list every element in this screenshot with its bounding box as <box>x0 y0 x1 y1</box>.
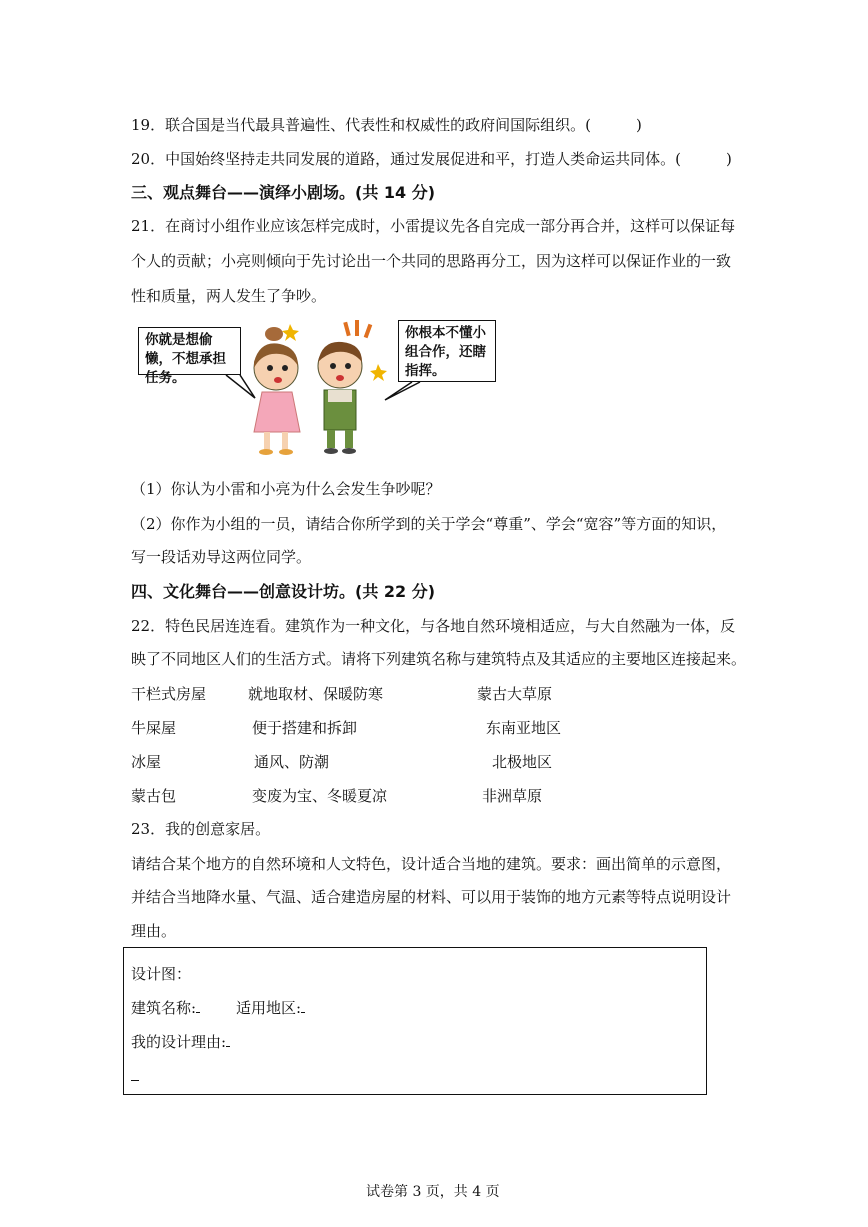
question-23-title: 23．我的创意家居。 <box>131 820 271 838</box>
answer-blank[interactable] <box>226 1034 230 1047</box>
applicable-region-label <box>236 997 305 1018</box>
question-19: 19．联合国是当代最具普遍性、代表性和权威性的政府间国际组织。( ) <box>131 116 642 134</box>
boy-figure <box>318 320 372 454</box>
question-21-sub-2-line-1: （2）你作为小组的一员，请结合你所学到的关于学会“尊重”、学会“宽容”等方面的知识， <box>131 515 727 533</box>
section-4-heading: 四、文化舞台——创意设计坊。(共 22 分) <box>131 582 436 601</box>
cartoon-illustration <box>0 310 868 470</box>
question-21-sub-1: （1）你认为小雷和小亮为什么会发生争吵呢？ <box>131 480 441 498</box>
design-label: 设计图： <box>131 965 192 983</box>
answer-blank[interactable] <box>196 1000 200 1013</box>
question-23-line-2: 并结合当地降水量、气温、适合建造房屋的材料、可以用于装饰的地方元素等特点说明设计 <box>131 888 732 906</box>
question-22-line-1: 22．特色民居连连看。建筑作为一种文化，与各地自然环境相适应，与大自然融为一体，反 <box>131 617 736 635</box>
building-region: 东南亚地区 <box>486 719 562 737</box>
building-name: 蒙古包 <box>131 787 177 805</box>
question-21-line-3: 性和质量，两人发生了争吵。 <box>131 287 327 305</box>
question-23-line-3: 理由。 <box>131 922 177 940</box>
page-footer: 试卷第 3 页，共 4 页 <box>366 1184 500 1200</box>
question-20: 20．中国始终坚持走共同发展的道路，通过发展促进和平，打造人类命运共同体。( ) <box>131 150 732 168</box>
section-3-heading: 三、观点舞台——演绎小剧场。(共 14 分) <box>131 183 436 202</box>
answer-blank-line[interactable] <box>131 1080 139 1081</box>
building-name: 冰屋 <box>131 753 162 771</box>
building-region: 蒙古大草原 <box>477 685 553 703</box>
building-name-label <box>131 997 200 1018</box>
design-reason-label <box>131 1031 230 1052</box>
building-feature: 变废为宝、冬暖夏凉 <box>252 787 388 805</box>
question-23-line-1: 请结合某个地方的自然环境和人文特色，设计适合当地的建筑。要求：画出简单的示意图， <box>131 855 732 873</box>
building-name: 牛屎屋 <box>131 719 177 737</box>
design-answer-box[interactable] <box>123 947 707 1095</box>
question-22-line-2: 映了不同地区人们的生活方式。请将下列建筑名称与建筑特点及其适应的主要地区连接起来。 <box>131 650 747 668</box>
building-region: 北极地区 <box>492 753 553 771</box>
question-21-line-1: 21．在商讨小组作业应该怎样完成时，小雷提议先各自完成一部分再合并，这样可以保证每 <box>131 217 736 235</box>
answer-blank[interactable] <box>301 1000 305 1013</box>
building-feature: 通风、防潮 <box>254 753 330 771</box>
question-21-line-2: 个人的贡献；小亮则倾向于先讨论出一个共同的思路再分工，因为这样可以保证作业的一致 <box>131 252 732 270</box>
speech-bubble-left: 你就是想偷懒，不想承担任务。 <box>138 327 241 375</box>
building-name: 干栏式房屋 <box>131 685 207 703</box>
building-feature: 就地取材、保暖防寒 <box>248 685 384 703</box>
question-21-sub-2-line-2: 写一段话劝导这两位同学。 <box>131 548 312 566</box>
building-region: 非洲草原 <box>482 787 543 805</box>
applicable-region-label-text: 适用地区: <box>236 999 302 1017</box>
speech-bubble-right: 你根本不懂小组合作，还瞎指挥。 <box>398 320 496 382</box>
design-reason-label-text: 我的设计理由: <box>131 1033 227 1051</box>
building-name-label-text: 建筑名称: <box>131 999 197 1017</box>
building-feature: 便于搭建和拆卸 <box>252 719 358 737</box>
girl-figure <box>254 327 300 455</box>
